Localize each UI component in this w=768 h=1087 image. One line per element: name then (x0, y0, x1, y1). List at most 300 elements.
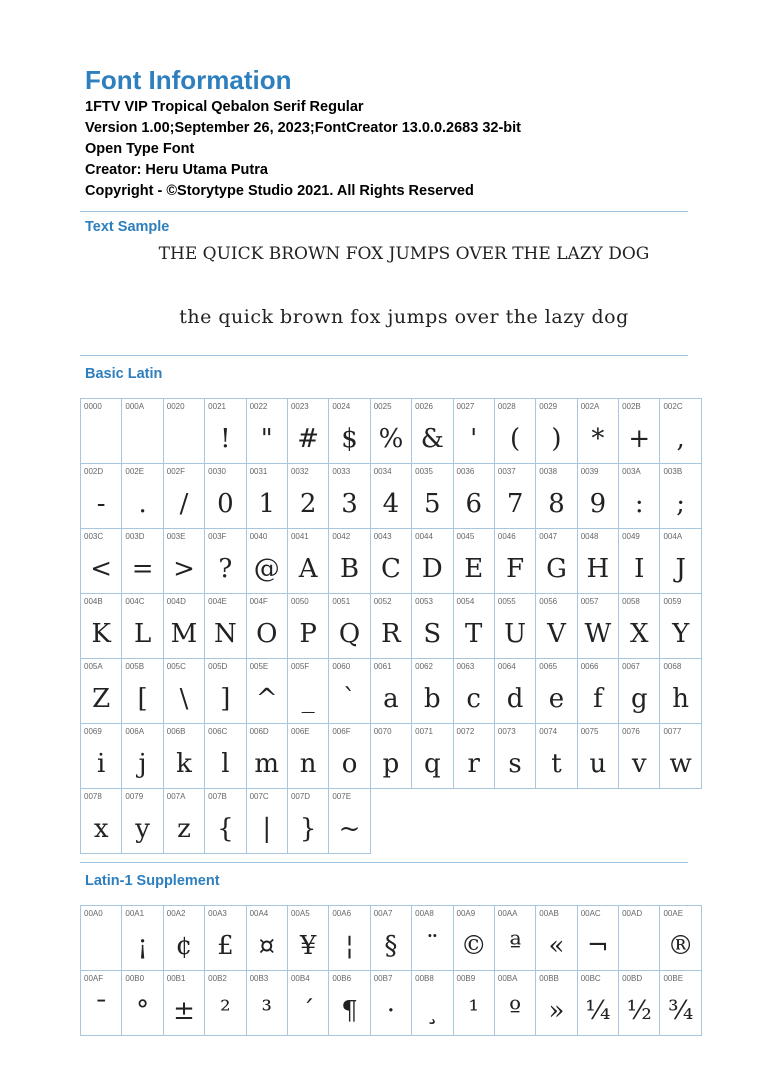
glyph-cell (205, 659, 246, 724)
glyph-cell (163, 529, 204, 594)
glyph-code: 003D (125, 532, 145, 541)
glyph-code: 00A9 (456, 909, 476, 918)
glyph-code: 0047 (539, 532, 558, 541)
glyph-code: 006E (290, 727, 310, 736)
grid-row (81, 529, 702, 594)
empty-cell (453, 789, 494, 854)
glyph-cell (577, 971, 618, 1036)
glyph-cell (81, 906, 122, 971)
glyph-char: " (260, 424, 273, 454)
glyph-char: D (421, 554, 443, 584)
glyph-char: ½ (626, 996, 652, 1026)
glyph-code: 00AD (622, 909, 643, 918)
font-copyright: Copyright - ©Storytype Studio 2021. All Rights Reserved (85, 183, 474, 199)
glyph-code: 00A6 (332, 909, 352, 918)
glyph-char: ¢ (175, 931, 193, 961)
glyph-cell (205, 399, 246, 464)
glyph-cell (329, 594, 370, 659)
glyph-code: 005E (249, 662, 269, 671)
glyph-cell (619, 724, 660, 789)
font-type: Open Type Font (85, 141, 195, 157)
glyph-char: ¡ (137, 931, 148, 961)
glyph-cell (287, 971, 328, 1036)
grid-row (81, 659, 702, 724)
glyph-char: ' (470, 424, 478, 454)
glyph-code: 0000 (84, 402, 102, 411)
glyph-cell (370, 906, 411, 971)
glyph-char: ³ (261, 996, 272, 1026)
grid-row (81, 594, 702, 659)
glyph-char: , (676, 424, 685, 454)
glyph-cell (494, 529, 535, 594)
glyph-cell (494, 971, 535, 1036)
glyph-code: 0050 (290, 597, 309, 606)
glyph-cell (329, 724, 370, 789)
glyph-code: 0020 (166, 402, 185, 411)
glyph-code: 006F (332, 727, 351, 736)
glyph-char: · (386, 996, 396, 1026)
glyph-char: 0 (217, 489, 234, 519)
glyph-code: 00BB (539, 974, 559, 983)
glyph-code: 00B3 (249, 974, 269, 983)
glyph-char: ® (667, 931, 694, 961)
glyph-cell (660, 594, 701, 659)
glyph-code: 007E (332, 792, 352, 801)
glyph-char: Z (92, 684, 111, 714)
glyph-char: ¹ (468, 996, 479, 1026)
text-sample-title: Text Sample (85, 219, 170, 235)
glyph-code: 00A2 (166, 909, 186, 918)
glyph-code: 0076 (622, 727, 640, 736)
glyph-char: £ (217, 931, 234, 961)
glyph-char: F (506, 554, 525, 584)
glyph-cell (287, 789, 328, 854)
grid-row (81, 906, 702, 971)
glyph-cell (577, 399, 618, 464)
glyph-char: s (508, 749, 522, 779)
glyph-code: 006B (166, 727, 186, 736)
glyph-code: 007A (166, 792, 186, 801)
glyph-code: 00A0 (84, 909, 103, 918)
glyph-cell (494, 906, 535, 971)
glyph-code: 00BA (497, 974, 518, 983)
font-name: 1FTV VIP Tropical Qebalon Serif Regular (85, 99, 364, 115)
glyph-char: J (675, 554, 686, 584)
glyph-cell (412, 724, 453, 789)
glyph-code: 00AC (580, 909, 601, 918)
glyph-char: / (179, 489, 189, 519)
glyph-cell (287, 464, 328, 529)
empty-cell (660, 789, 701, 854)
glyph-code: 0043 (373, 532, 392, 541)
glyph-cell (619, 464, 660, 529)
glyph-cell (536, 971, 577, 1036)
glyph-code: 00AB (539, 909, 559, 918)
glyph-char: T (465, 619, 483, 649)
glyph-char: ² (220, 996, 231, 1026)
glyph-cell (122, 594, 163, 659)
glyph-code: 007D (290, 792, 311, 801)
glyph-cell (660, 529, 701, 594)
glyph-char: ] (220, 684, 231, 714)
glyph-code: 0039 (580, 467, 599, 476)
glyph-cell (577, 529, 618, 594)
glyph-char: o (341, 749, 358, 779)
glyph-code: 0021 (208, 402, 226, 411)
glyph-code: 0060 (332, 662, 351, 671)
glyph-cell (453, 971, 494, 1036)
glyph-char: t (551, 749, 562, 779)
glyph-char: ¶ (341, 996, 358, 1026)
glyph-code: 0067 (622, 662, 640, 671)
glyph-cell (370, 529, 411, 594)
glyph-code: 0052 (373, 597, 392, 606)
grid-row (81, 789, 702, 854)
glyph-cell (81, 594, 122, 659)
glyph-char: n (299, 749, 317, 779)
glyph-char: 5 (424, 489, 441, 519)
glyph-code: 0049 (622, 532, 640, 541)
glyph-char: $ (341, 424, 358, 454)
glyph-cell (81, 724, 122, 789)
glyph-code: 003E (166, 532, 186, 541)
glyph-code: 0035 (415, 467, 433, 476)
glyph-cell (577, 724, 618, 789)
glyph-cell (246, 659, 287, 724)
font-info-title: Font Information (85, 65, 292, 95)
glyph-code: 006C (208, 727, 228, 736)
glyph-cell (329, 906, 370, 971)
glyph-char: _ (301, 684, 315, 714)
glyph-char: ¾ (668, 996, 694, 1026)
glyph-code: 0072 (456, 727, 475, 736)
basic-latin-title: Basic Latin (85, 366, 163, 382)
glyph-char: ¸ (425, 996, 439, 1026)
glyph-char: = (131, 554, 154, 584)
glyph-code: 00A8 (415, 909, 434, 918)
glyph-char: y (135, 814, 150, 844)
glyph-char: | (262, 814, 272, 844)
glyph-cell (660, 724, 701, 789)
glyph-cell (122, 906, 163, 971)
glyph-char: Y (672, 619, 690, 649)
glyph-cell (287, 399, 328, 464)
glyph-code: 0032 (290, 467, 309, 476)
glyph-cell (453, 659, 494, 724)
glyph-cell (329, 659, 370, 724)
glyph-char: h (672, 684, 690, 714)
empty-cell (412, 789, 453, 854)
glyph-char: X (630, 619, 649, 649)
glyph-char: « (548, 931, 565, 961)
glyph-char: ¥ (299, 931, 317, 961)
glyph-code: 0034 (373, 467, 392, 476)
divider (80, 862, 688, 863)
grid-row (81, 399, 702, 464)
glyph-code: 0024 (332, 402, 351, 411)
glyph-char: G (546, 554, 567, 584)
glyph-char: r (467, 749, 480, 779)
glyph-char: ~ (338, 814, 361, 844)
glyph-cell (494, 659, 535, 724)
glyph-char: c (466, 684, 481, 714)
glyph-char: ? (218, 554, 233, 584)
glyph-char: 8 (548, 489, 565, 519)
glyph-char: § (384, 931, 398, 961)
glyph-code: 004C (125, 597, 145, 606)
glyph-char: R (381, 619, 401, 649)
glyph-cell (370, 464, 411, 529)
glyph-cell (370, 399, 411, 464)
glyph-char: ^ (255, 684, 278, 714)
glyph-cell (246, 789, 287, 854)
glyph-code: 0071 (415, 727, 433, 736)
glyph-char: ¯ (94, 996, 108, 1026)
glyph-code: 007B (208, 792, 227, 801)
glyph-cell (287, 529, 328, 594)
glyph-code: 0068 (663, 662, 682, 671)
glyph-code: 004E (208, 597, 227, 606)
glyph-cell (246, 529, 287, 594)
glyph-code: 003C (84, 532, 104, 541)
glyph-char: N (213, 619, 237, 649)
glyph-cell (412, 971, 453, 1036)
glyph-code: 00BE (663, 974, 684, 983)
glyph-code: 0054 (456, 597, 475, 606)
sample-lowercase: the quick brown fox jumps over the lazy dog (179, 306, 629, 328)
glyph-code: 0064 (497, 662, 516, 671)
glyph-cell (246, 594, 287, 659)
divider (80, 211, 688, 212)
glyph-cell (163, 594, 204, 659)
glyph-cell (494, 399, 535, 464)
glyph-char: z (177, 814, 191, 844)
empty-cell (536, 789, 577, 854)
glyph-code: 002E (125, 467, 145, 476)
glyph-cell (370, 724, 411, 789)
glyph-cell (660, 464, 701, 529)
glyph-cell (246, 399, 287, 464)
glyph-code: 004B (84, 597, 103, 606)
glyph-char: I (634, 554, 645, 584)
glyph-char: ¨ (425, 931, 439, 961)
glyph-code: 004A (663, 532, 683, 541)
glyph-code: 0022 (249, 402, 268, 411)
glyph-code: 002F (166, 467, 186, 476)
glyph-code: 002A (580, 402, 600, 411)
glyph-code: 0037 (497, 467, 516, 476)
glyph-cell (287, 594, 328, 659)
glyph-cell (453, 906, 494, 971)
glyph-cell (246, 906, 287, 971)
glyph-cell (81, 529, 122, 594)
glyph-cell (412, 464, 453, 529)
glyph-char: M (170, 619, 198, 649)
glyph-cell (205, 724, 246, 789)
glyph-code: 0056 (539, 597, 558, 606)
glyph-cell (577, 594, 618, 659)
glyph-cell (536, 906, 577, 971)
glyph-code: 003F (208, 532, 227, 541)
glyph-char: P (299, 619, 317, 649)
glyph-code: 0026 (415, 402, 433, 411)
glyph-code: 002D (84, 467, 104, 476)
glyph-code: 007C (249, 792, 269, 801)
glyph-code: 0079 (125, 792, 144, 801)
glyph-char: - (96, 489, 106, 519)
glyph-char: < (90, 554, 113, 584)
glyph-char: ª (508, 931, 522, 961)
glyph-cell (329, 529, 370, 594)
glyph-cell (453, 399, 494, 464)
glyph-char: ¤ (258, 931, 276, 961)
glyph-cell (370, 971, 411, 1036)
latin1-grid (80, 905, 702, 1036)
glyph-code: 0046 (497, 532, 516, 541)
glyph-cell (536, 529, 577, 594)
glyph-cell (205, 789, 246, 854)
glyph-code: 0051 (332, 597, 351, 606)
grid-row (81, 971, 702, 1036)
glyph-cell (205, 971, 246, 1036)
glyph-cell (453, 529, 494, 594)
glyph-cell (577, 659, 618, 724)
glyph-code: 00A7 (373, 909, 393, 918)
glyph-char: ( (510, 424, 521, 454)
glyph-cell (536, 399, 577, 464)
grid-row (81, 464, 702, 529)
glyph-cell (370, 659, 411, 724)
glyph-cell (536, 724, 577, 789)
glyph-cell (81, 399, 122, 464)
glyph-code: 005B (125, 662, 145, 671)
glyph-char: 9 (589, 489, 607, 519)
divider (80, 355, 688, 356)
glyph-code: 0061 (373, 662, 392, 671)
glyph-char: . (138, 489, 147, 519)
glyph-cell (163, 659, 204, 724)
glyph-code: 00B2 (208, 974, 227, 983)
glyph-code: 00A5 (290, 909, 310, 918)
empty-cell (494, 789, 535, 854)
glyph-cell (287, 659, 328, 724)
glyph-char: W (584, 619, 612, 649)
glyph-char: * (591, 424, 605, 454)
empty-cell (619, 789, 660, 854)
glyph-code: 0041 (290, 532, 309, 541)
glyph-cell (536, 594, 577, 659)
glyph-cell (660, 659, 701, 724)
glyph-char: A (298, 554, 318, 584)
glyph-code: 0058 (622, 597, 640, 606)
glyph-char: º (508, 996, 522, 1026)
glyph-cell (536, 659, 577, 724)
glyph-cell (453, 594, 494, 659)
glyph-char: 2 (299, 489, 317, 519)
glyph-char: Q (338, 619, 361, 649)
glyph-cell (163, 724, 204, 789)
glyph-cell (412, 529, 453, 594)
glyph-code: 0062 (415, 662, 433, 671)
glyph-cell (619, 906, 660, 971)
glyph-code: 0033 (332, 467, 351, 476)
glyph-char: 1 (258, 489, 276, 519)
glyph-char: d (506, 684, 524, 714)
glyph-char: @ (253, 554, 280, 584)
glyph-cell (122, 659, 163, 724)
glyph-code: 00AF (84, 974, 104, 983)
glyph-code: 0074 (539, 727, 558, 736)
glyph-code: 0070 (373, 727, 392, 736)
glyph-char: [ (137, 684, 148, 714)
glyph-char: x (93, 814, 109, 844)
glyph-cell (122, 724, 163, 789)
glyph-char: K (91, 619, 111, 649)
glyph-char: l (221, 749, 230, 779)
glyph-char: E (464, 554, 484, 584)
glyph-cell (163, 464, 204, 529)
glyph-cell (287, 906, 328, 971)
glyph-cell (660, 399, 701, 464)
glyph-char: m (254, 749, 280, 779)
glyph-code: 0045 (456, 532, 475, 541)
glyph-char: 3 (341, 489, 358, 519)
glyph-cell (412, 399, 453, 464)
glyph-cell (370, 594, 411, 659)
glyph-char: ¼ (585, 996, 611, 1026)
glyph-cell (536, 464, 577, 529)
glyph-code: 00B4 (290, 974, 310, 983)
glyph-char: C (380, 554, 401, 584)
glyph-code: 00B9 (456, 974, 476, 983)
glyph-code: 00B1 (166, 974, 186, 983)
glyph-cell (205, 594, 246, 659)
glyph-cell (329, 399, 370, 464)
glyph-char: ° (136, 996, 150, 1026)
glyph-char: » (548, 996, 565, 1026)
glyph-char: i (97, 749, 106, 779)
glyph-cell (122, 399, 163, 464)
glyph-char: L (133, 619, 152, 649)
glyph-cell (660, 906, 701, 971)
glyph-code: 0044 (415, 532, 433, 541)
glyph-code: 0066 (580, 662, 599, 671)
glyph-cell (453, 724, 494, 789)
empty-cell (370, 789, 411, 854)
glyph-cell (619, 594, 660, 659)
glyph-char: © (460, 931, 487, 961)
glyph-code: 0065 (539, 662, 558, 671)
glyph-code: 00AE (663, 909, 684, 918)
glyph-char: ` (343, 684, 357, 714)
glyph-code: 00B8 (415, 974, 434, 983)
glyph-cell (660, 971, 701, 1036)
glyph-code: 0028 (497, 402, 516, 411)
glyph-char: 4 (382, 489, 400, 519)
glyph-cell (329, 789, 370, 854)
glyph-cell (287, 724, 328, 789)
glyph-cell (122, 529, 163, 594)
glyph-code: 0053 (415, 597, 433, 606)
glyph-code: 0059 (663, 597, 682, 606)
glyph-cell (205, 906, 246, 971)
glyph-char: ¦ (345, 931, 354, 961)
glyph-cell (205, 464, 246, 529)
glyph-char: 7 (506, 489, 524, 519)
glyph-code: 0078 (84, 792, 102, 801)
glyph-char: g (630, 684, 648, 714)
glyph-code: 00A1 (125, 909, 145, 918)
